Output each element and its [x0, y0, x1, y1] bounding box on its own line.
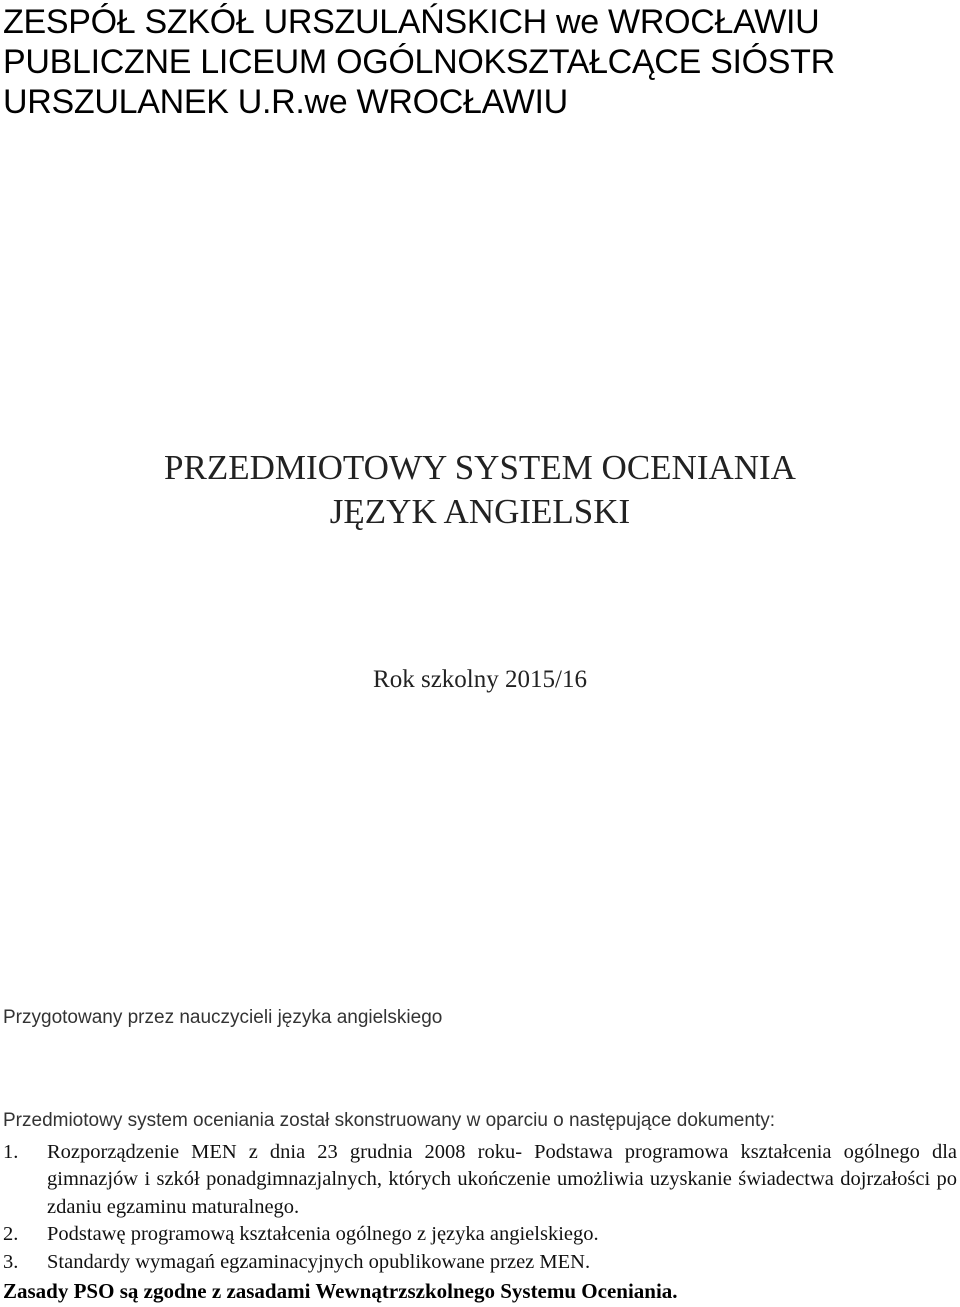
documents-list — [3, 1139, 957, 1276]
prepared-by: Przygotowany przez nauczycieli języka angielskiego — [3, 1007, 443, 1028]
header-line-2: PUBLICZNE LICEUM OGÓLNOKSZTAŁCĄCE SIÓSTR — [3, 43, 835, 81]
document-title — [0, 446, 960, 534]
basis-intro: Przedmiotowy system oceniania został skonstruowany w oparciu o następujące dokumenty: — [3, 1110, 775, 1131]
list-item — [3, 1249, 957, 1276]
title-line-2: JĘZYK ANGIELSKI — [329, 492, 631, 531]
list-item-text: Rozporządzenie MEN z dnia 23 grudnia 2008 roku- Podstawa programowa kształcenia ogólnego dla gimnazjów i szkół ponadgimnazjalnych, których ukończenie umożliwia uzyskanie świadectwa dojrzałości po zdaniu egzaminu maturalnego. — [47, 1141, 957, 1218]
list-item-number: 3. — [3, 1250, 19, 1273]
list-item — [3, 1139, 957, 1221]
school-header — [3, 2, 953, 122]
list-item-text: Standardy wymagań egzaminacyjnych opublikowane przez MEN. — [47, 1250, 591, 1273]
list-item-text: Podstawę programową kształcenia ogólnego z języka angielskiego. — [47, 1223, 599, 1246]
list-item-number: 1. — [3, 1141, 19, 1163]
list-item-number: 2. — [3, 1223, 19, 1246]
title-line-1: PRZEDMIOTOWY SYSTEM OCENIANIA — [164, 448, 796, 487]
header-line-3: URSZULANEK U.R.we WROCŁAWIU — [3, 83, 568, 121]
list-item — [3, 1221, 957, 1248]
closing-note: Zasady PSO są zgodne z zasadami Wewnątrzszkolnego Systemu Oceniania. — [3, 1279, 678, 1303]
header-line-1: ZESPÓŁ SZKÓŁ URSZULAŃSKICH we WROCŁAWIU — [3, 3, 820, 41]
school-year: Rok szkolny 2015/16 — [373, 666, 587, 693]
